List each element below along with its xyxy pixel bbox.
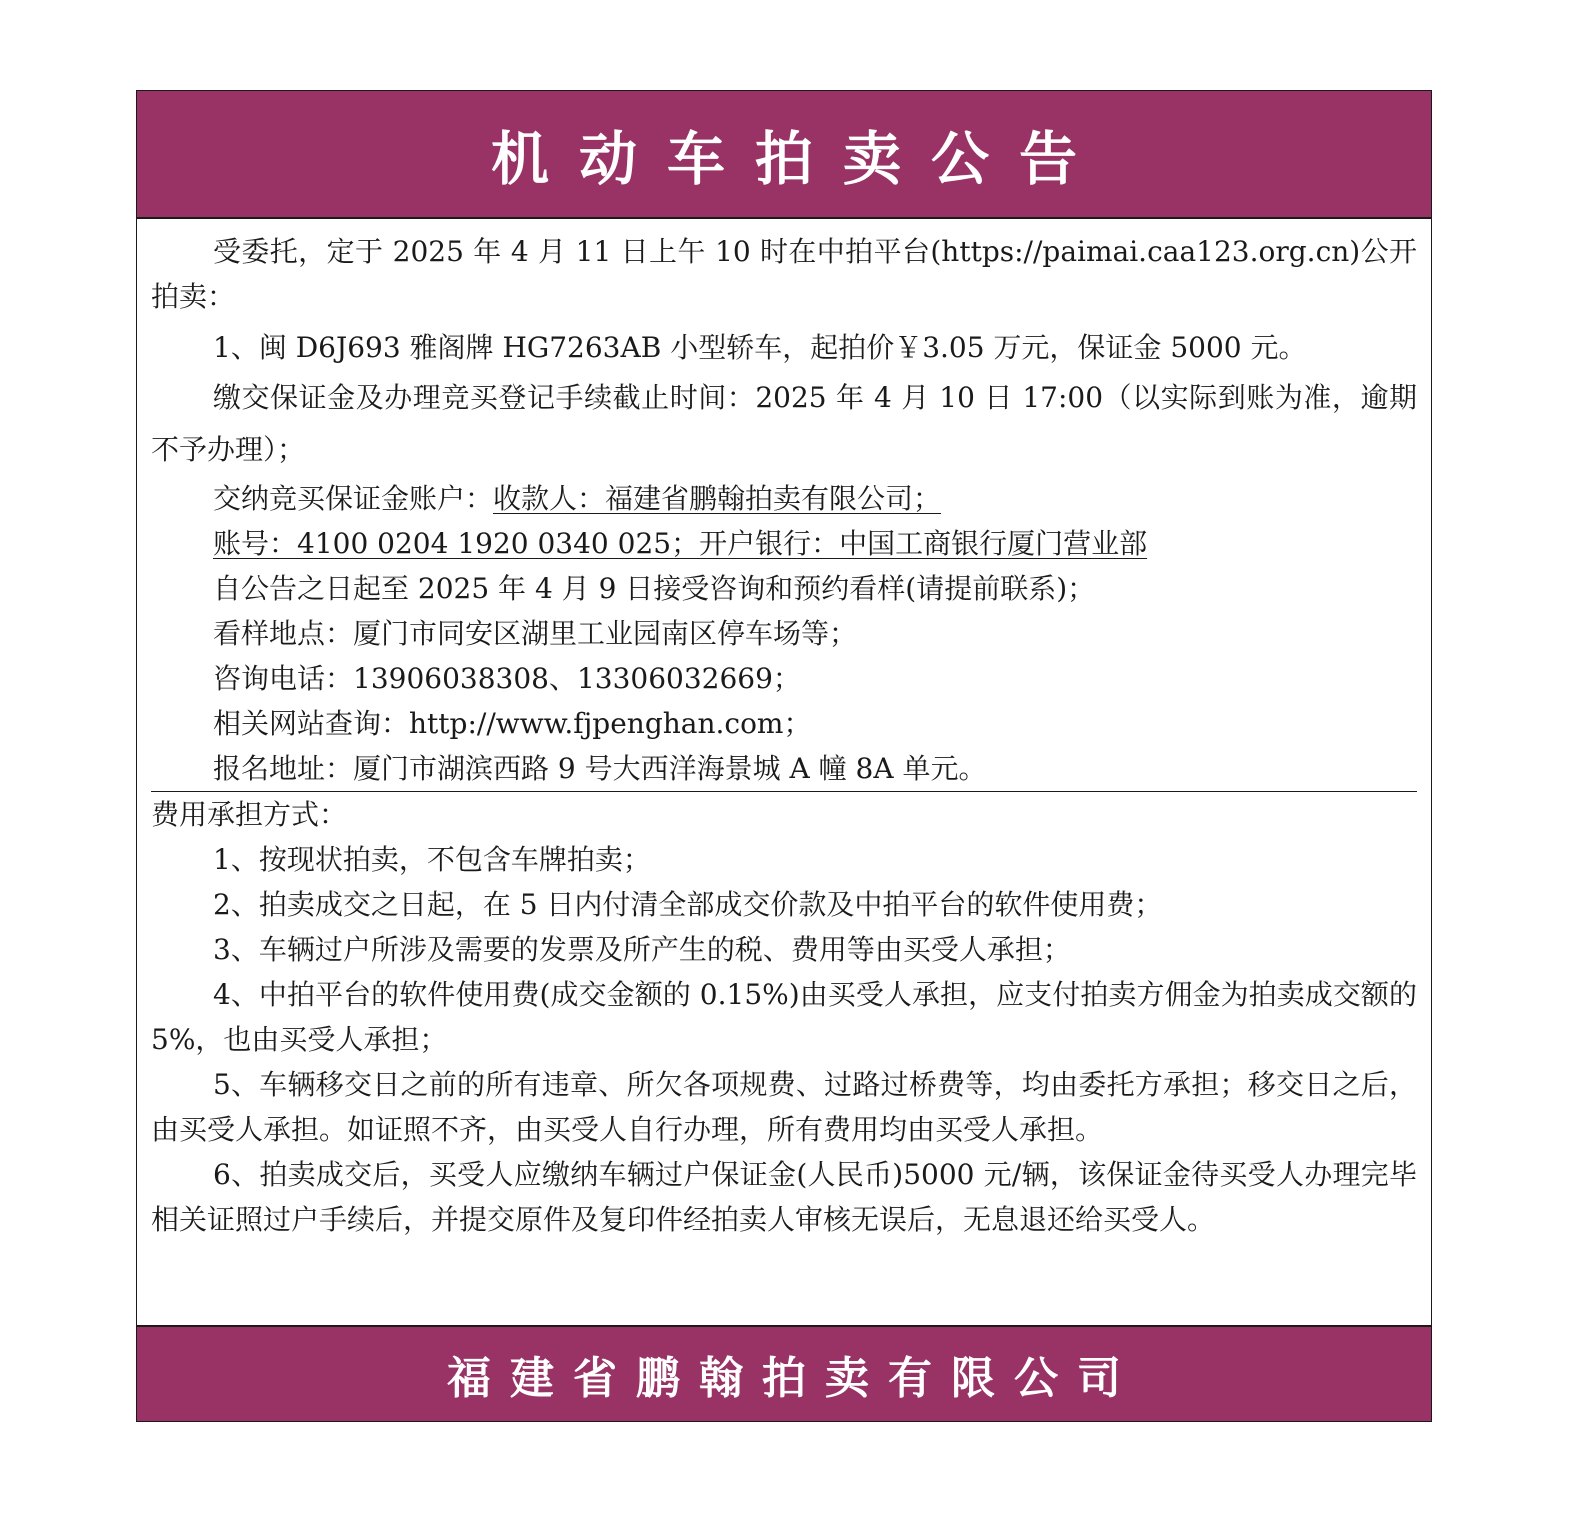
related-website: 相关网站查询：http://www.fjpenghan.com； (213, 707, 812, 740)
fee-item-5: 5、车辆移交日之前的所有违章、所欠各项规费、过路过桥费等，均由委托方承担；移交日之后，由买受人承担。如证照不齐，由买受人自行办理，所有费用均由买受人承担。 (151, 1068, 1417, 1146)
header-band (137, 91, 1431, 219)
account-payee: 收款人：福建省鹏翰拍卖有限公司； (493, 482, 942, 515)
notice-frame (136, 90, 1432, 1422)
fees-heading: 费用承担方式： (151, 798, 348, 831)
register-address: 报名地址：厦门市湖滨西路 9 号大西洋海景城 A 幢 8A 单元。 (213, 752, 987, 785)
viewing-place: 看样地点：厦门市同安区湖里工业园南区停车场等； (213, 617, 858, 650)
bank-account: 账号：4100 0204 1920 0340 025；开户银行：中国工商银行厦门营业部 (213, 527, 1148, 560)
account-line (151, 476, 1417, 521)
notice-body (151, 229, 1417, 1242)
account-label: 交纳竞买保证金账户： (213, 482, 494, 515)
footer-band (137, 1325, 1431, 1421)
consult-phone: 咨询电话：13906038308、13306032669； (213, 662, 801, 695)
lot-item-1: 1、闽 D6J693 雅阁牌 HG7263AB 小型轿车，起拍价￥3.05 万元，保证金 5000 元。 (213, 331, 1307, 364)
fee-item-2: 2、拍卖成交之日起，在 5 日内付清全部成交价款及中拍平台的软件使用费； (213, 888, 1163, 921)
fee-item-6: 6、拍卖成交后，买受人应缴纳车辆过户保证金(人民币)5000 元/辆，该保证金待买受人办理完毕相关证照过户手续后，并提交原件及复印件经拍卖人审核无误后，无息退还给买受人。 (151, 1158, 1417, 1236)
fee-item-4: 4、中拍平台的软件使用费(成交金额的 0.15%)由买受人承担，应支付拍卖方佣金为拍卖成交额的 5%，也由买受人承担； (151, 978, 1417, 1056)
notice-title: 机动车拍卖公告 (490, 125, 1107, 193)
fee-item-1: 1、按现状拍卖，不包含车牌拍卖； (213, 843, 651, 876)
consult-period: 自公告之日起至 2025 年 4 月 9 日接受咨询和预约看样(请提前联系)； (213, 572, 1096, 605)
bank-line (151, 521, 1417, 566)
intro-paragraph: 受委托，定于 2025 年 4 月 11 日上午 10 时在中拍平台(https://paimai.caa123.org.cn)公开拍卖： (151, 235, 1417, 313)
company-name: 福建省鹏翰拍卖有限公司 (447, 1353, 1140, 1404)
deadline-paragraph: 缴交保证金及办理竞买登记手续截止时间：2025 年 4 月 10 日 17:00（以实际到账为准，逾期不予办理）； (151, 381, 1417, 466)
fee-item-3: 3、车辆过户所涉及需要的发票及所产生的税、费用等由买受人承担； (213, 933, 1071, 966)
